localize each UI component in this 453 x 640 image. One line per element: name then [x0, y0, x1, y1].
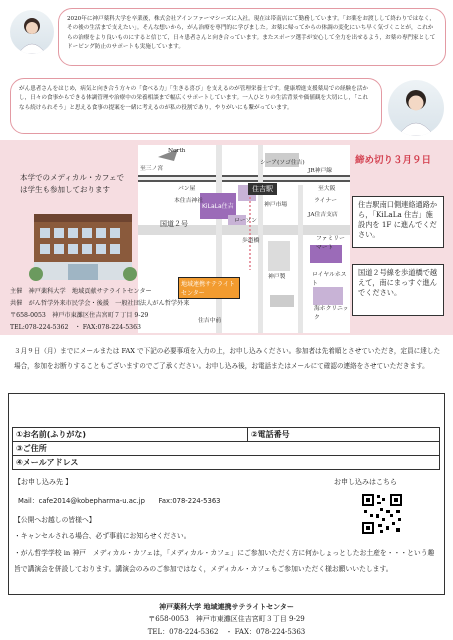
map-label-royalhost: ロイヤルホスト: [312, 272, 347, 287]
map-label-kilala: KiLaLa住吉: [202, 203, 234, 210]
map-label-north: North: [168, 148, 186, 154]
field-phone[interactable]: ②電話番号: [247, 428, 439, 442]
nutritionist-intro-text: がん患者さんをはじめ，病気と向き合う方々の「食べる力」「生きる喜び」を支えるのが管理栄養士です。健康増進支援薬局での経験を活かし，日々の食事からできる体調管理や治療中の栄養相談まで幅広くサポートしています。一人ひとりの生活背景や価値観を大切にし，「これなら続けられそう」と思える食事の提案を一緒に考えるのが私の役割であり，やりがいにも繋がっています。: [19, 86, 369, 111]
qr-code[interactable]: [360, 492, 404, 536]
pharmacist-photo: [10, 10, 54, 54]
map-label-market: 神戸市場: [264, 202, 288, 208]
map-label-ja: JA住吉支店: [308, 212, 338, 218]
map-label-shrine: 本住吉神社: [174, 198, 203, 204]
satellite-center-text: 地域連携サテライトセンター: [181, 281, 235, 297]
map-label-bakery: パン屋: [178, 186, 196, 192]
map-label-seer: シーア(ソゴ住吉): [260, 160, 305, 166]
map-label-route2: 国道２号: [160, 220, 188, 228]
road-callout-text: 国道２号線を歩道橋で越えて，南にまっすぐ進んでください。: [358, 268, 438, 297]
station-callout: [352, 196, 444, 248]
qr-label: お申し込みはこちら: [334, 478, 397, 486]
map-label-to-sannomiya: 至三ノ宮: [140, 166, 164, 172]
map-label-footbridge: 歩道橋: [242, 238, 260, 244]
map-label-to-osaka: 至大阪: [318, 186, 336, 192]
instructions: ３月９日（月）までにメールまたは FAX で下記の必要事項を入力の上，お申し込みください。参加者は先着順とさせていただき，定員に達した場合，参加をお断りすることもございますのでご了承ください。お申し込み後，お電話またはメールにて確認の連絡をさせていただきます。: [14, 347, 441, 370]
nutritionist-photo: [388, 80, 444, 136]
apply-contact[interactable]: Mail：cafe2014@kobepharma-u.ac.jp Fax:078-224-5363: [18, 497, 221, 505]
satellite-center-label: [178, 277, 240, 299]
map-label-jr-line: JR神戸線: [308, 168, 333, 174]
footer-address: 〒658-0053 神戸市東灘区住吉宮町３丁目 9-29: [148, 615, 305, 623]
nutritionist-intro: [10, 78, 382, 134]
map-label-familymart: ファミリーマート: [316, 236, 345, 251]
notes-heading: 【公開へお越しの皆様へ】: [14, 516, 96, 524]
field-email[interactable]: ④メールアドレス: [13, 456, 440, 470]
application-fields: [12, 427, 440, 470]
note-cancel: ・キャンセルされる場合、必ず事前にお知らせください。: [14, 532, 191, 540]
field-name[interactable]: ①お名前(ふりがな): [13, 428, 248, 442]
organizer-tel: TEL:078-224-5362 ・ FAX:078-224-5363: [10, 324, 141, 331]
pharmacist-intro-text: 2020年に神戸薬科大学を卒業後，株式会社アインファーマシーズに入社。現在は帯南店にて勤務しています。「お薬をお渡しして終わりではなく，その後の生活まで支えたい」。そんな想いから，がん治療を専門的に学びました。お薬に帰ってからの体調の変化にいち早く気づくことが，これからの治療をより良いものにすると信じて，日々患者さんと向き合っています。またスポーツ選手が安心して全力を出せるよう，お薬の専門家としてドーピング防止のサポートも実施しています。: [67, 16, 436, 51]
map-label-sumiyoshi-station: 住吉駅: [248, 183, 277, 195]
students-note: 本学でのメディカル・カフェでは学生も参加しております: [20, 173, 125, 194]
organizer-postal: 〒658-0053 神戸市東灘区住吉宮町７丁目 9-29: [10, 312, 149, 319]
footer-contact: TEL：078-224-5362 ・ FAX：078-224-5363: [147, 628, 306, 636]
note-cafe: ・がん哲学学校 in 神戸 メディカル・カフェは，「メディカル・カフェ」にご参加いただく方に何かしょっとしたお土産を・・・という趣旨で講演会を併設しております。講演会のみのご参加ではなく，メディカル・カフェもご参加いただく様お願いいたします。: [14, 549, 435, 573]
map-label-liner: ライナー: [314, 198, 338, 204]
road-callout: [352, 264, 444, 316]
map-label-kobe: 神戸製: [268, 274, 286, 280]
map-label-clinic: 海ホクリニック: [314, 306, 349, 321]
field-address[interactable]: ③ご住所: [13, 442, 440, 456]
organizer-host: 主催 神戸薬科大学 地域貢献サテライトセンター: [10, 288, 152, 295]
footer-org: 神戸薬科大学 地域連携サテライトセンター: [159, 602, 294, 611]
building-illustration: [28, 204, 138, 286]
pharmacist-intro: [58, 8, 446, 66]
station-callout-text: 住吉駅南口側連絡通路から，「KiLaLa 住吉」施設内を 1F に進んでください。: [358, 200, 438, 239]
organizer-cohost: 共催 がん哲学外来市民学会・後援 一般社団法人がん哲学外来: [10, 300, 190, 307]
map-label-lawson: ローソン: [234, 218, 257, 224]
deadline: 締め切り３月９日: [355, 155, 432, 166]
apply-heading: 【お申し込み先 】: [14, 478, 73, 486]
map-label-sumiyoshi-jhs: 住吉中前: [198, 318, 222, 324]
